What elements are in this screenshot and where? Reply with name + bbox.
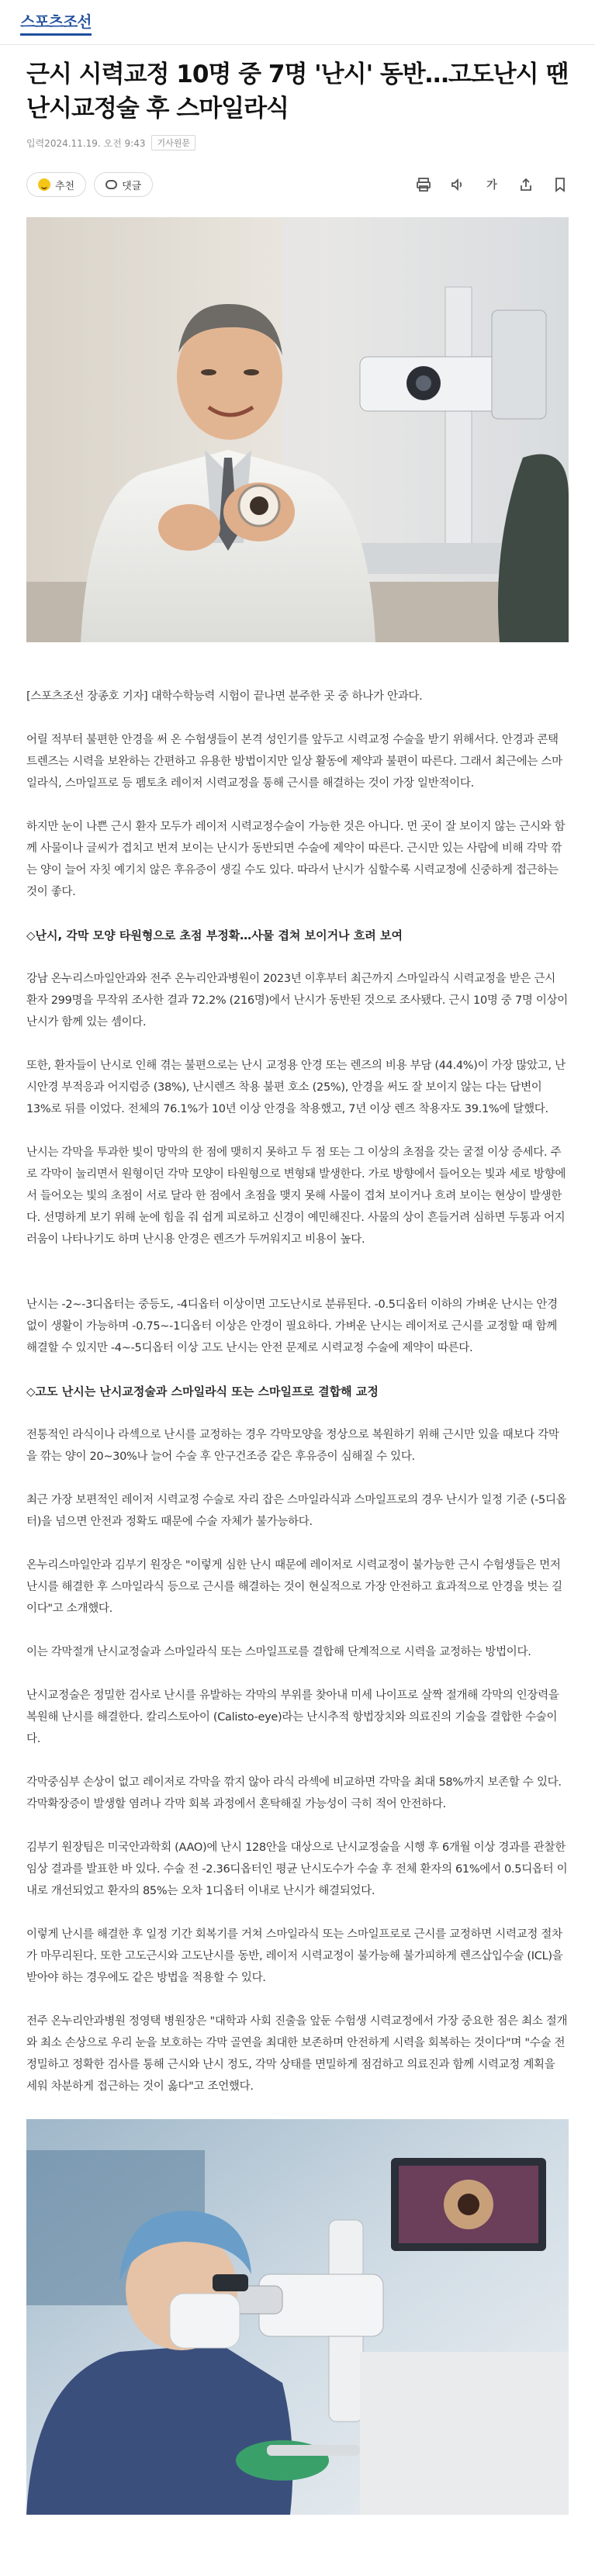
surgery-photo-illustration [26, 2119, 569, 2515]
print-icon [416, 177, 431, 192]
print-button[interactable] [415, 176, 432, 193]
recommend-label: 추천 [55, 180, 75, 192]
article-paragraph: 이는 각막절개 난시교정술과 스마일라식 또는 스마일프로를 결합해 단계적으로 시력을 교정하는 방법이다. [26, 1646, 531, 1658]
article-paragraph: 김부기 원장팀은 미국안과학회 (AAO)에 난시 128안을 대상으로 난시교정술을 시행 후 6개월 이상 경과를 관찰한 임상 결과를 발표한 바 있다. 수술 전 -2.36디옵터인 평균 난시도수가 수술 후 전체 환자의 61%에서 0.5디옵터 이내로 개선되었고 환자의 85%는 오차 1디옵터 이내로 난시가 해결되었다. [26, 1841, 568, 1897]
article-paragraph: 강남 온누리스마일안과와 전주 온누리안과병원이 2023년 이후부터 최근까지 스마일라식 시력교정을 받은 근시 환자 299명을 무작위 조사한 결과 72.2% (216명)에서 난시가 동반된 것으로 조사됐다. 근시 10명 중 7명 이상이 난시가 함께 있는 셈이다. [26, 973, 569, 1029]
bookmark-icon [552, 177, 568, 192]
article-paragraph: 최근 가장 보편적인 레이저 시력교정 수술로 자리 잡은 스마일라식과 스마일프로의 경우 난시가 일정 기준 (-5디옵터)을 넘으면 안전과 정확도 때문에 수술 자체가 불가능하다. [26, 1494, 567, 1528]
article-headline: 근시 시력교정 10명 중 7명 '난시' 동반…고도난시 땐 난시교정술 후 스마일라식 [26, 61, 569, 123]
article-paragraph: 어릴 적부터 불편한 안경을 써 온 수험생들이 본격 성인기를 앞두고 시력교정 수술을 받기 위해서다. 안경과 콘택트렌즈는 시력을 보완하는 간편하고 유용한 방법이지만 일상 활동에 제약과 불편이 따른다. 그래서 최근에는 스마일라식, 스마일프로 등 펨토초 레이저 시력교정을 통해 근시를 해결하는 것이 가장 일반적이다. [26, 734, 562, 790]
original-article-button[interactable]: 기사원문 [151, 135, 195, 150]
comment-button[interactable] [94, 172, 153, 197]
article-paragraph: 난시는 각막을 투과한 빛이 망막의 한 점에 맺히지 못하고 두 점 또는 그 이상의 초점을 갖는 굴절 이상 증세다. 주로 각막이 눌리면서 원형이던 각막 모양이 타원형으로 변형돼 발생한다. 가로 방향에서 들어오는 빛과 세로 방향에서 들어오는 빛의 초점이 서로 달라 한 점에서 초점을 맺지 못해 사물이 겹쳐 보이거나 흐려 보이는 현상이 발생한다. 선명하게 보기 위해 눈에 힘을 줘 쉽게 피로하고 신경이 예민해진다. 사물의 상이 흔들거려 심하면 두통과 어지러움이 나타나기도 하며 난시용 안경은 렌즈가 두꺼워지고 비용이 높다. [26, 1146, 566, 1246]
article-body [0, 686, 595, 2097]
recommend-button[interactable] [26, 172, 86, 197]
headline-section [0, 45, 595, 150]
article-photo-surgery [26, 2119, 569, 2515]
article-lead: [스포츠조선 장종호 기자] 대학수학능력 시험이 끝나면 분주한 곳 중 하나가 안과다. [26, 690, 423, 703]
article-tools [415, 176, 569, 193]
speaker-icon [450, 177, 465, 192]
spacer [26, 1272, 569, 1294]
comment-label: 댓글 [122, 180, 142, 192]
article-paragraph: 하지만 눈이 나쁜 근시 환자 모두가 레이저 시력교정수술이 가능한 것은 아니다. 먼 곳이 잘 보이지 않는 근시와 함께 사물이나 글씨가 겹치고 번져 보이는 난시가 동반되면 수술에 제약이 따른다. 근시만 있는 사람에 비해 각막 깎는 양이 늘어 자칫 예기치 않은 후유증이 생길 수도 있다. 따라서 난시가 심할수록 시력교정에 신중하게 접근하는 것이 좋다. [26, 821, 566, 898]
smile-icon [38, 178, 50, 191]
article-paragraph: 난시교정술은 정밀한 검사로 난시를 유발하는 각막의 부위를 찾아내 미세 나이프로 살짝 절개해 각막의 인장력을 복원해 난시를 해결한다. 칼리스토아이 (Calisto-eye)라는 난시추적 항법장치와 의료진의 기술을 결합한 수술이다. [26, 1689, 559, 1745]
brand-bar [0, 0, 595, 45]
article-subheading: ◇난시, 각막 모양 타원형으로 초점 부정확…사물 겹쳐 보이거나 흐려 보여 [26, 928, 403, 942]
article-paragraph: 이렇게 난시를 해결한 후 일정 기간 회복기를 거쳐 스마일라식 또는 스마일프로로 근시를 교정하면 시력교정 절차가 마무리된다. 또한 고도근시와 고도난시를 동반, 레이저 시력교정이 불가능해 불가피하게 렌즈삽입수술 (ICL)을 받아야 하는 경우에도 같은 방법을 적용할 수 있다. [26, 1928, 563, 1984]
brand-logo[interactable]: 스포츠조선 [20, 9, 92, 36]
article-meta [26, 135, 569, 150]
bookmark-button[interactable] [552, 176, 569, 193]
article-paragraph: 전통적인 라식이나 라섹으로 난시를 교정하는 경우 각막모양을 정상으로 복원하기 위해 근시만 있을 때보다 각막을 깎는 양이 20~30%나 늘어 수술 후 안구건조증 같은 후유증이 심해질 수 있다. [26, 1429, 559, 1463]
article-subheading: ◇고도 난시는 난시교정술과 스마일라식 또는 스마일프로 결합해 교정 [26, 1385, 379, 1399]
listen-button[interactable] [449, 176, 466, 193]
action-bar [26, 168, 569, 202]
reaction-group [26, 172, 153, 197]
article-paragraph: 난시는 -2~-3디옵터는 중등도, -4디옵터 이상이면 고도난시로 분류된다. -0.5디옵터 이하의 가벼운 난시는 안경 없이 생활이 가능하며 -0.75~-1디옵터 이상은 안경이 필요하다. 가벼운 난시는 레이저로 근시를 교정할 때 함께 해결할 수 있지만 -4~-5디옵터 이상 고도 난시는 안전 문제로 시력교정 수술에 제약이 따른다. [26, 1298, 558, 1354]
article-paragraph: 온누리스마일안과 김부기 원장은 "이렇게 심한 난시 때문에 레이저로 시력교정이 불가능한 근시 수험생들은 먼저 난시를 해결한 후 스마일라식 등으로 근시를 해결하는 것이 현실적으로 가장 안전하고 효과적으로 안경을 벗는 길이다"고 소개했다. [26, 1559, 562, 1615]
article-paragraph: 각막중심부 손상이 없고 레이저로 각막을 깎지 않아 라식 라섹에 비교하면 각막을 최대 58%까지 보존할 수 있다. 각막확장증이 발생할 염려나 각막 회복 과정에서 혼탁해질 가능성이 극히 적어 안전하다. [26, 1776, 562, 1810]
comment-icon [106, 180, 117, 189]
published-date: 입력2024.11.19. 오전 9:43 [26, 137, 146, 149]
article-paragraph: 또한, 환자들이 난시로 인해 겪는 불편으로는 난시 교정용 안경 또는 렌즈의 비용 부담 (44.4%)이 가장 많았고, 난시안경 부적응과 어지럼증 (38%), 난시렌즈 착용 불편 호소 (25%), 안경을 써도 잘 보이지 않는 다는 답변이 13%로 뒤를 이었다. 전체의 76.1%가 10년 이상 안경을 착용했고, 7년 이상 렌즈 착용자도 39.1%에 달했다. [26, 1060, 566, 1115]
article-photo-doctor [26, 217, 569, 642]
share-button[interactable] [517, 176, 534, 193]
article-paragraph: 전주 온누리안과병원 정영택 병원장은 "대학과 사회 진출을 앞둔 수험생 시력교정에서 가장 중요한 점은 최소 절개와 최소 손상으로 우리 눈을 보호하는 각막 골연을 최대한 보존하며 안전하게 시력을 회복하는 것이다"며 "수술 전 정밀하고 정확한 검사를 통해 근시와 난시 정도, 각막 상태를 면밀하게 점검하고 의료진과 함께 시력교정 계획을 세워 차분하게 접근하는 것이 옳다"고 조언했다. [26, 2015, 568, 2093]
font-size-button[interactable]: 가 [486, 179, 497, 192]
doctor-photo-illustration [26, 217, 569, 642]
share-icon [518, 177, 534, 192]
